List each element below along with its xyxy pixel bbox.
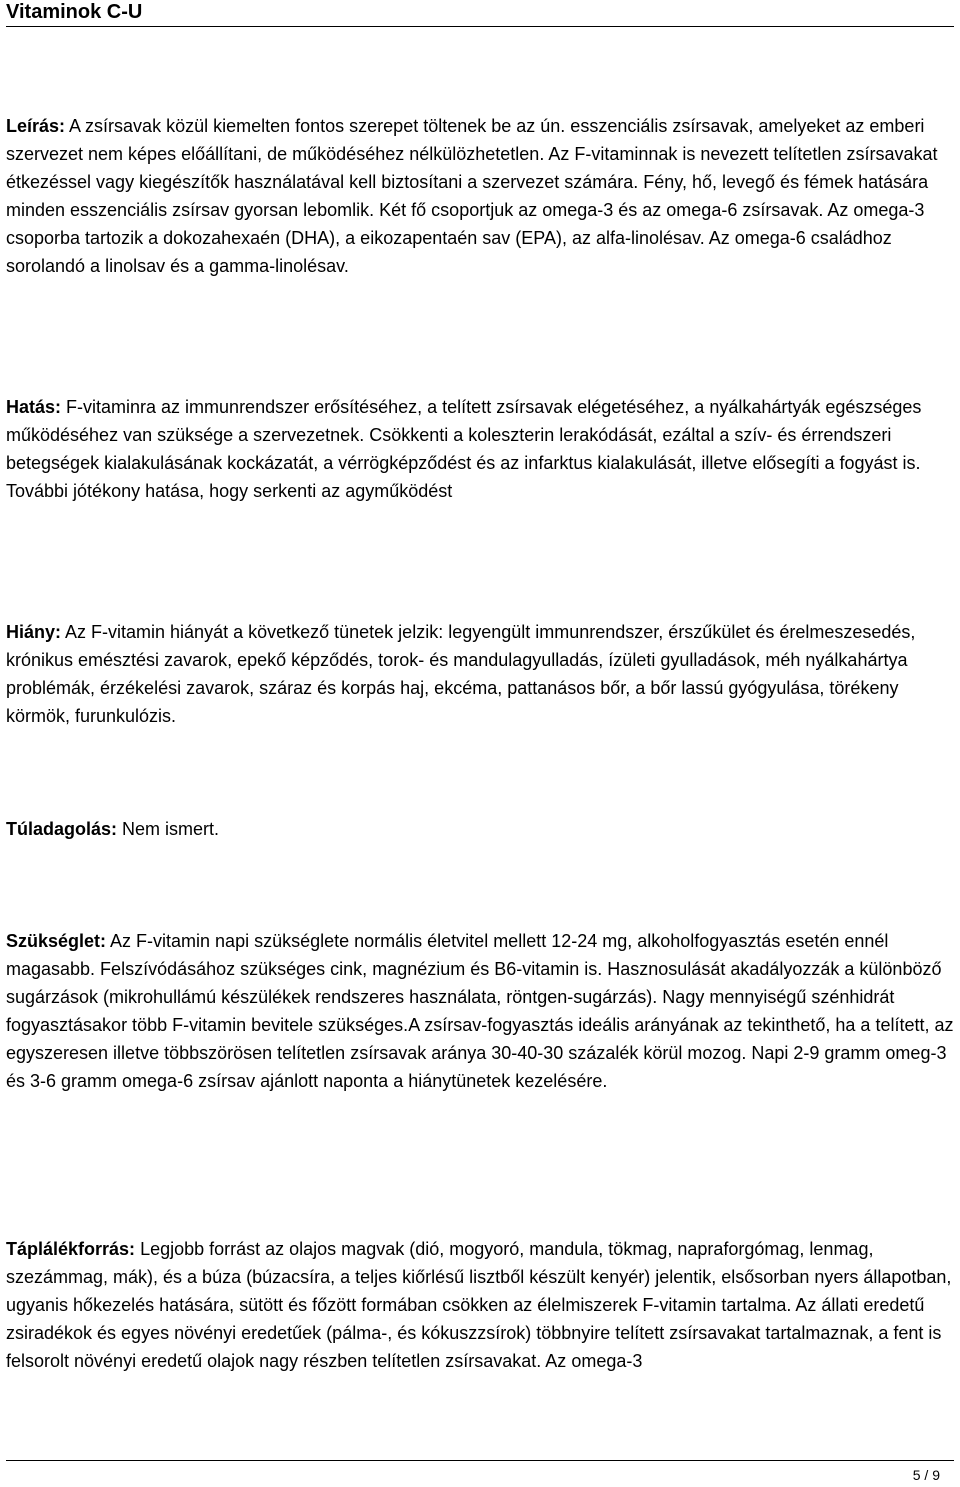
section-text: Nem ismert. [117,819,220,839]
section-food-sources [6,1235,956,1375]
section-label: Túladagolás: [6,819,118,839]
section-description [6,112,956,280]
section-text: A zsírsavak közül kiemelten fontos szerepet töltenek be az ún. esszenciális zsírsavak, amelyeket az emberi szervezet nem képes előállítani, de működéséhez nélkülözhetetlen. Az F-vitaminnak is nevezett telítetlen zsírsavakat étkezéssel vagy kiegészítők használatával kell biztosítani a szervezet számára. Fény, hő, levegő és fémek hatására minden esszenciális zsírsav gyorsan lebomlik. Két fő csoportjuk az omega-3 és az omega-6 zsírsavak. Az omega-3 csoporba tartozik a dokozahexaén (DHA), a eikozapentaén sav (EPA), az alfa-linolésav. Az omega-6 családhoz sorolandó a linolsav és a gamma-linolésav. [6,116,938,276]
section-text: Az F-vitamin hiányát a következő tünetek jelzik: legyengült immunrendszer, érszűkület és érelmeszesedés, krónikus emésztési zavarok, epekő képződés, torok- és mandulagyulladás, ízületi gyulladások, méh nyálkahártya problémák, érzékelési zavarok, száraz és korpás haj, ekcéma, pattanásos bőr, a bőr lassú gyógyulása, törékeny körmök, furunkulózis. [6,622,916,726]
footer-divider [6,1460,954,1461]
section-overdose [6,815,956,843]
document-title: Vitaminok C-U [6,1,143,23]
section-deficiency [6,618,956,730]
page-number: 5 / 9 [912,1467,940,1483]
section-label: Hatás: [6,397,62,417]
section-text: F-vitaminra az immunrendszer erősítéséhez, a telített zsírsavak elégetéséhez, a nyálkahártyák egészséges működéséhez van szüksége a szervezetnek. Csökkenti a koleszterin lerakódását, ezáltal a szív- és érrendszeri betegségek kialakulásának kockázatát, a vérrögképződést és az infarktus kialakulását, illetve elősegíti a fogyást is. További jótékony hatása, hogy serkenti az agyműködést [6,397,922,501]
section-effect [6,393,956,505]
section-text: Legjobb forrást az olajos magvak (dió, mogyoró, mandula, tökmag, napraforgómag, lenmag, szezámmag, mák), és a búza (búzacsíra, a teljes kiőrlésű lisztből készült kenyér) jelentik, elsősorban nyers állapotban, ugyanis hőkezelés hatására, sütött és főzött formában csökken az élelmiszerek F-vitamin tartalma. Az állati eredetű zsiradékok és egyes növényi eredetűek (pálma-, és kókuszzsírok) többnyire telített zsírsavakat tartalmaznak, a fent is felsorolt növényi eredetű olajok nagy részben telítetlen zsírsavakat. Az omega-3 [6,1239,952,1371]
section-label: Hiány: [6,622,62,642]
section-label: Táplálékforrás: [6,1239,136,1259]
section-requirement [6,927,956,1095]
section-label: Leírás: [6,116,66,136]
header-divider [6,26,954,27]
section-text: Az F-vitamin napi szükséglete normális életvitel mellett 12-24 mg, alkoholfogyasztás esetén ennél magasabb. Felszívódásához szükséges cink, magnézium és B6-vitamin is. Hasznosulását akadályozzák a különböző sugárzások (mikrohullámú készülékek rendszeres használata, röntgen-sugárzás). Nagy mennyiségű szénhidrát fogyasztásakor több F-vitamin bevitele szükséges.A zsírsav-fogyasztás ideális arányának az tekinthető, ha a telített, az egyszeresen illetve többszörösen telítetlen zsírsavak aránya 30-40-30 százalék körül mozog. Napi 2-9 gramm omeg-3 és 3-6 gramm omega-6 zsírsav ajánlott naponta a hiánytünetek kezelésére. [6,931,954,1091]
section-label: Szükséglet: [6,931,107,951]
